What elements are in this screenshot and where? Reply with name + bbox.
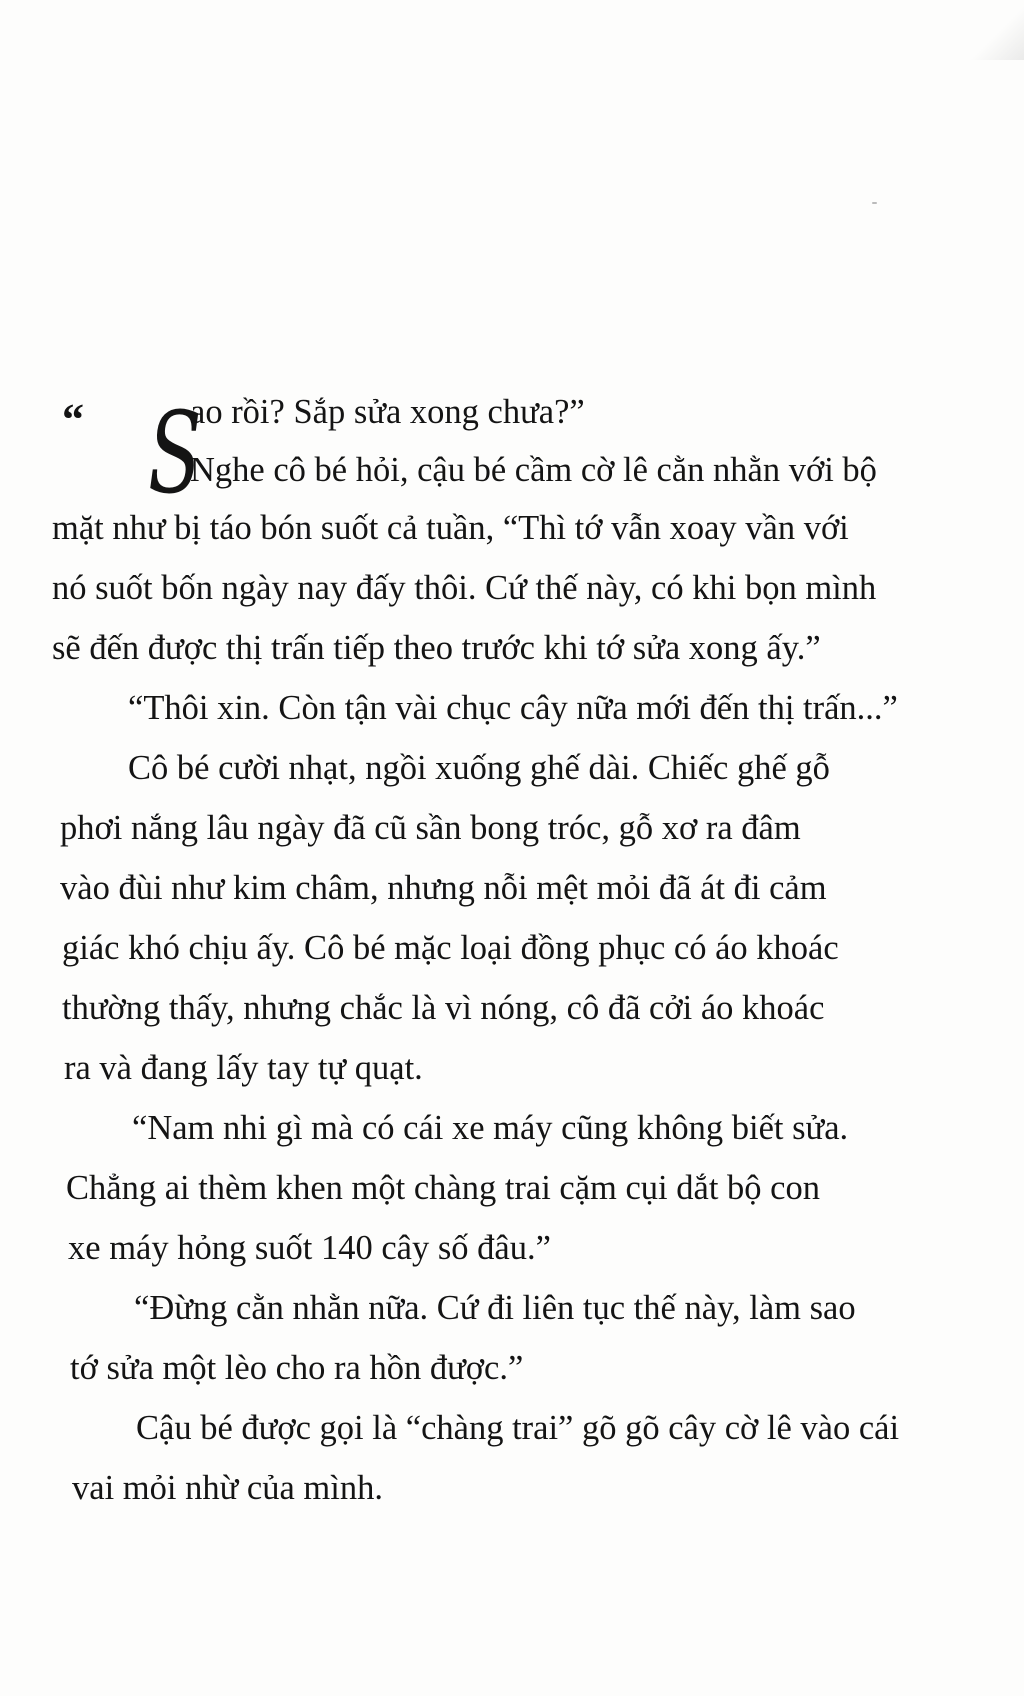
text-line: tớ sửa một lèo cho ra hồn được.” [70,1349,524,1387]
text-line: giác khó chịu ấy. Cô bé mặc loại đồng phục có áo khoác [62,929,839,967]
text-line: Cô bé cười nhạt, ngồi xuống ghế dài. Chiếc ghế gỗ [128,749,830,787]
text-line: Nghe cô bé hỏi, cậu bé cầm cờ lê cằn nhằn với bộ [190,451,877,489]
text-line: ra và đang lấy tay tự quạt. [64,1049,423,1087]
text-line: “Nam nhi gì mà có cái xe máy cũng không biết sửa. [132,1109,849,1147]
drop-cap-letter: S [148,389,202,519]
text-line: thường thấy, nhưng chắc là vì nóng, cô đã cởi áo khoác [62,989,825,1027]
text-line: phơi nắng lâu ngày đã cũ sần bong tróc, gỗ xơ ra đâm [60,809,801,847]
paper-speck [872,202,877,204]
text-line: Chẳng ai thèm khen một chàng trai cặm cụi dắt bộ con [66,1169,820,1207]
text-line: nó suốt bốn ngày nay đấy thôi. Cứ thế này, có khi bọn mình [52,569,877,607]
text-line: xe máy hỏng suốt 140 cây số đâu.” [68,1229,551,1267]
text-line: sẽ đến được thị trấn tiếp theo trước khi tớ sửa xong ấy.” [52,629,821,667]
text-line: ao rồi? Sắp sửa xong chưa?” [190,393,585,431]
text-line: vào đùi như kim châm, nhưng nỗi mệt mỏi đã át đi cảm [60,869,827,907]
text-line: vai mỏi nhừ của mình. [72,1469,383,1507]
page-corner-shadow [964,0,1024,60]
opening-quote-mark: “ [62,395,84,444]
text-line: mặt như bị táo bón suốt cả tuần, “Thì tớ vẫn xoay vần với [52,509,849,547]
text-line: “Đừng cằn nhằn nữa. Cứ đi liên tục thế này, làm sao [134,1289,856,1327]
text-line: “Thôi xin. Còn tận vài chục cây nữa mới đến thị trấn...” [128,689,898,727]
text-line: Cậu bé được gọi là “chàng trai” gõ gõ cây cờ lê vào cái [136,1409,900,1447]
